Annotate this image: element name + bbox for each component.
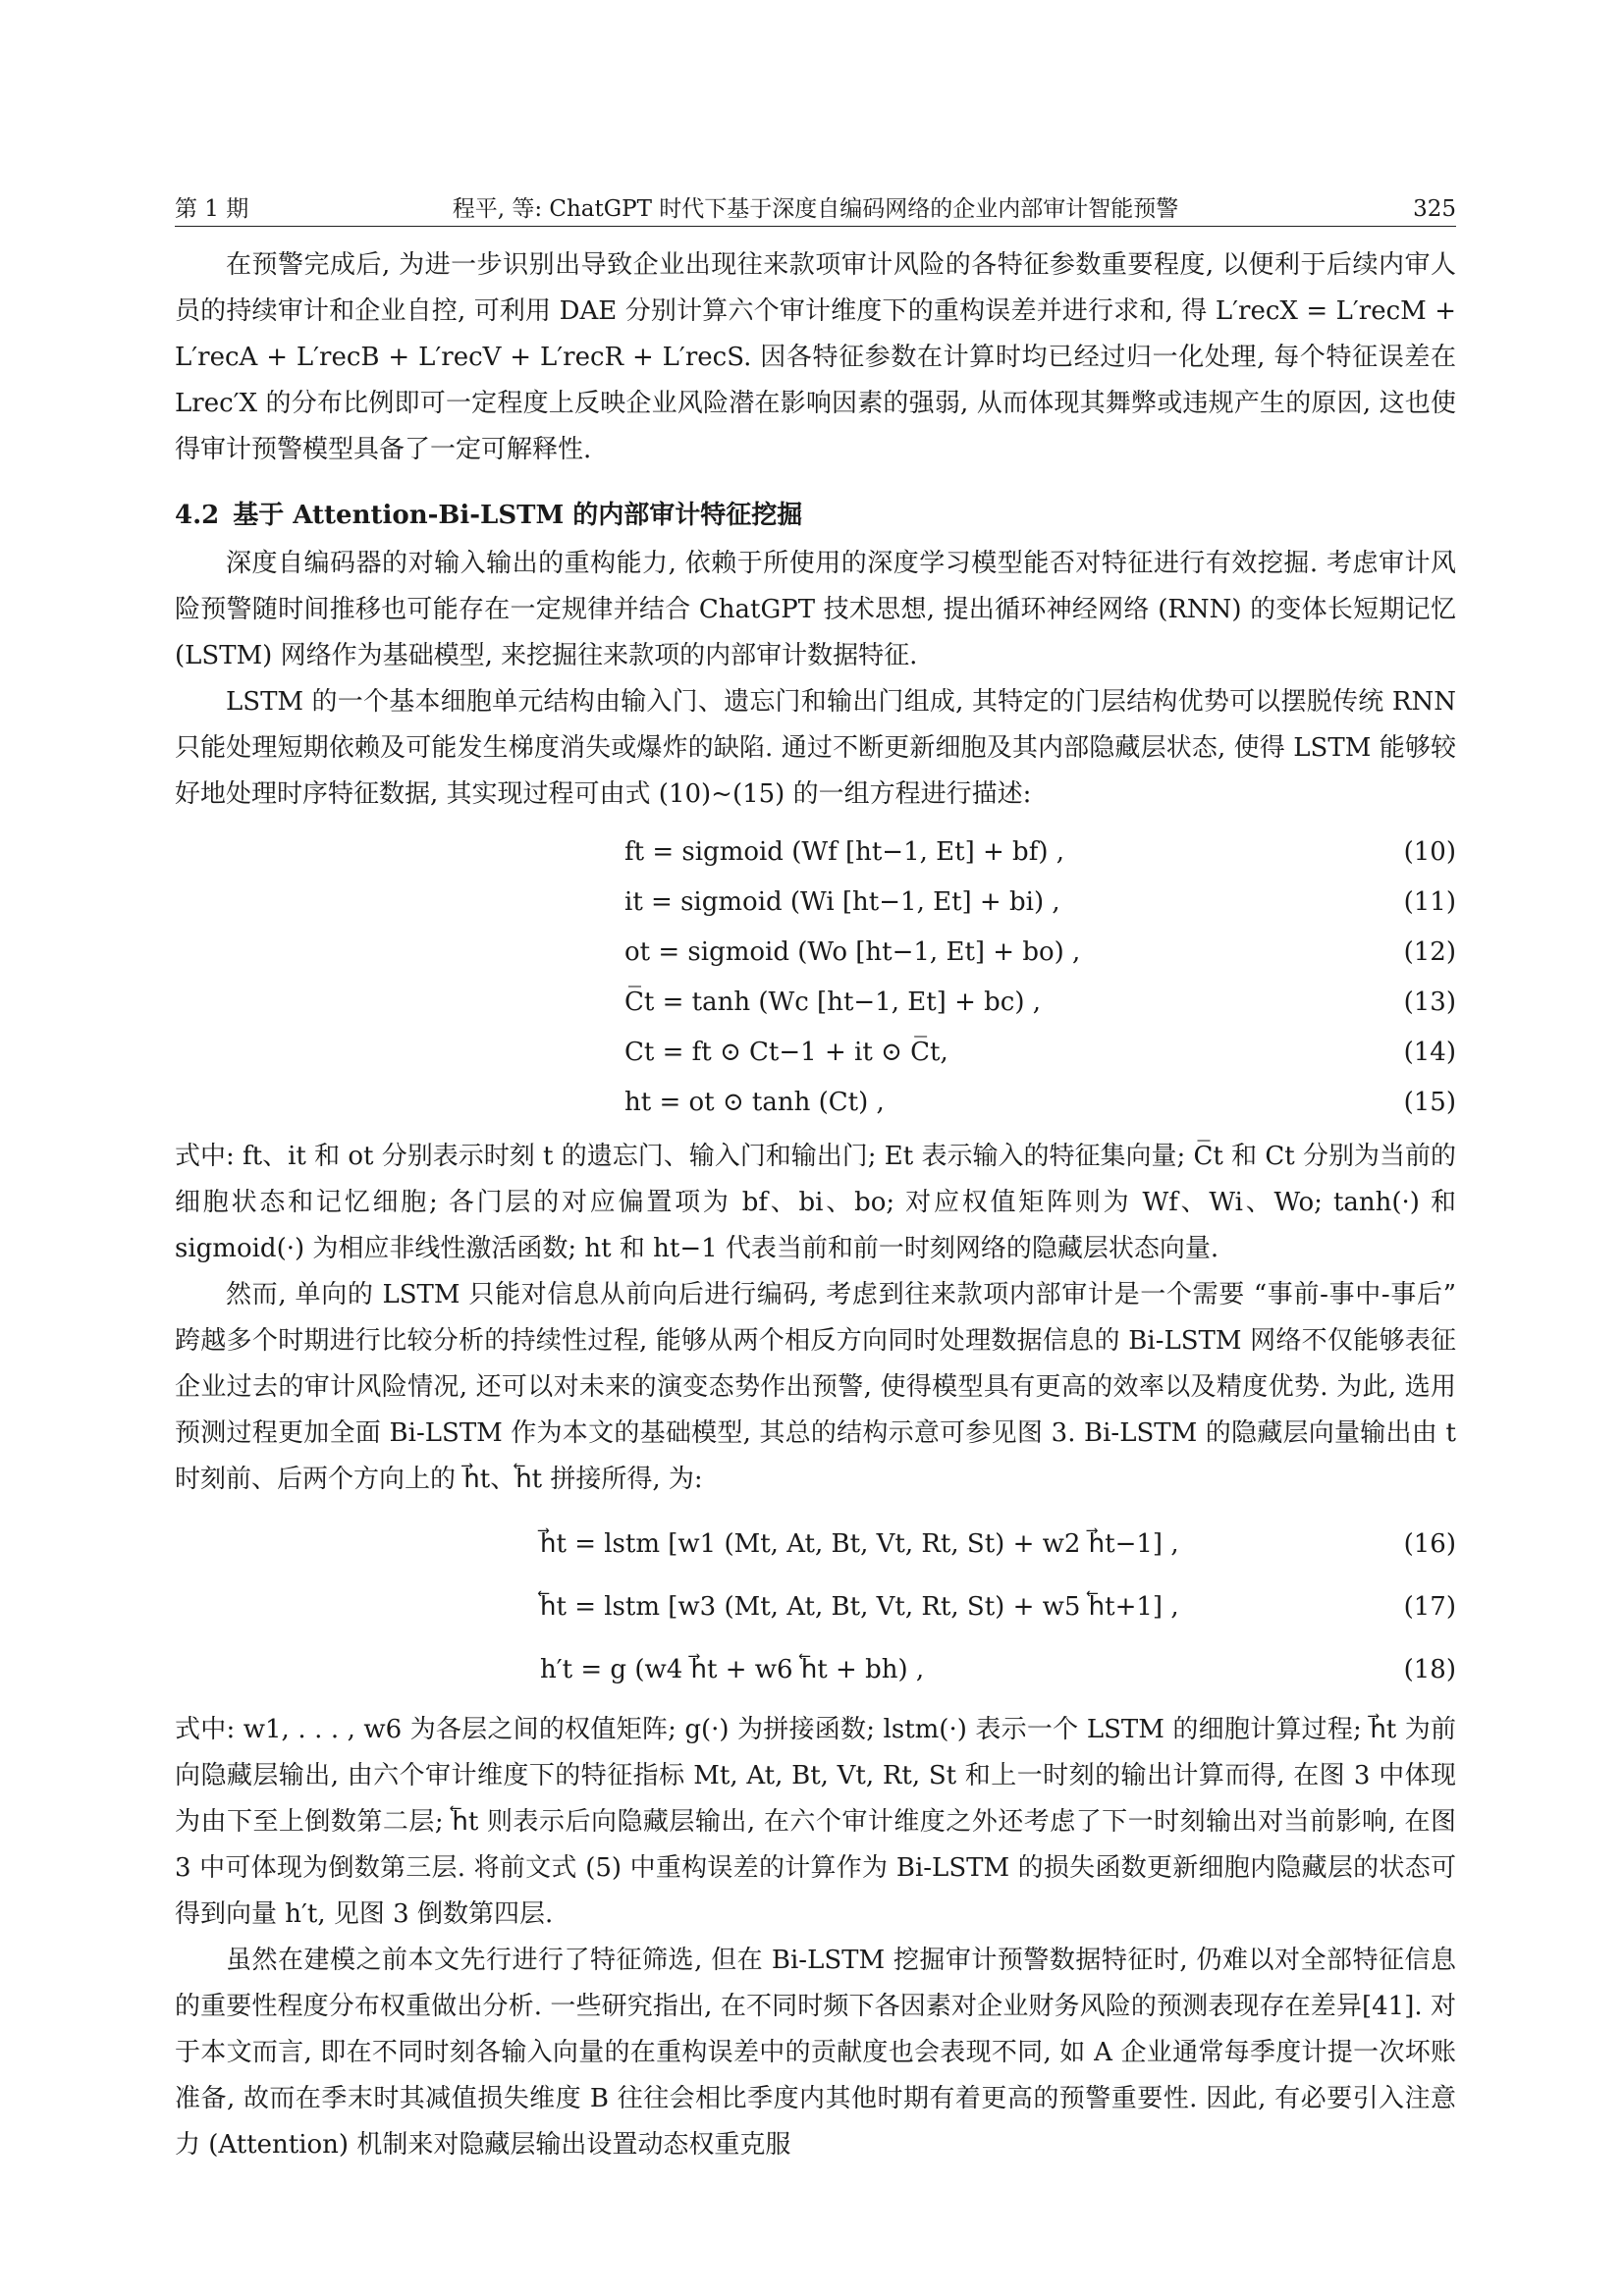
equation: Ct = ft ⊙ Ct−1 + it ⊙ C̅t, (624, 1038, 948, 1067)
equation-row (175, 1575, 1456, 1638)
paragraph-dae-reconstruction: 深度自编码器的对输入输出的重构能力, 依赖于所使用的深度学习模型能否对特征进行有效挖掘. 考虑审计风险预警随时间推移也可能存在一定规律并结合 ChatGPT 技术思想, 提出循环神经网络 (RNN) 的变体长短期记忆 (LSTM) 网络作为基础模型, 来挖掘往来款项的内部审计数据特征. (175, 549, 1456, 670)
paragraph-bilstm-symbols: 式中: w1, . . . , w6 为各层之间的权值矩阵; g(·) 为拼接函数; lstm(·) 表示一个 LSTM 的细胞计算过程; h⃗t 为前向隐藏层输出, 由六个审计维度下的特征指标 Mt, At, Bt, Vt, Rt, St 和上一时刻的输出计算而得, 在图 3 中体现为由下至上倒数第二层; h⃖t 则表示后向隐藏层输出, 在六个审计维度之外还考虑了下一时刻输出对当前影响, 在图 3 中可体现为倒数第三层. 将前文式 (5) 中重构误差的计算作为 Bi-LSTM 的损失函数更新细胞内隐藏层的状态可得到向量 h′t, 见图 3 倒数第四层. (175, 1715, 1456, 1929)
equation: ht = ot ⊙ tanh (Ct) , (624, 1088, 885, 1117)
equation-row (175, 928, 1456, 978)
equation: h′t = g (w4 h⃗t + w6 h⃖t + bh) , (540, 1655, 925, 1684)
equation-row (175, 1028, 1456, 1078)
equation-row (175, 978, 1456, 1028)
equation-row (175, 878, 1456, 928)
equation-number: (15) (1403, 1088, 1456, 1117)
lstm-equations (175, 828, 1456, 1128)
paragraph-attention-motivation: 虽然在建模之前本文先行进行了特征筛选, 但在 Bi-LSTM 挖掘审计预警数据特征时, 仍难以对全部特征信息的重要性程度分布权重做出分析. 一些研究指出, 在不同时频下各因素对企业财务风险的预测表现存在差异[41]. 对于本文而言, 即在不同时刻各输入向量的在重构误差中的贡献度也会表现不同, 如 A 企业通常每季度计提一次坏账准备, 故而在季末时其减值损失维度 B 往往会相比季度内其他时期有着更高的预警重要性. 因此, 有必要引入注意力 (Attention) 机制来对隐藏层输出设置动态权重克服 (175, 1946, 1456, 2160)
equation-number: (14) (1403, 1038, 1456, 1067)
equation-row (175, 1078, 1456, 1128)
equation: it = sigmoid (Wi [ht−1, Et] + bi) , (624, 887, 1060, 917)
bilstm-equations (175, 1513, 1456, 1701)
equation: h⃗t = lstm [w1 (Mt, At, Bt, Vt, Rt, St) + w2 h⃗t−1] , (540, 1529, 1179, 1559)
issue-number: 第 1 期 (175, 196, 249, 222)
equation: ft = sigmoid (Wf [ht−1, Et] + bf) , (624, 837, 1064, 867)
equation: ot = sigmoid (Wo [ht−1, Et] + bo) , (624, 937, 1081, 967)
running-title: 程平, 等: ChatGPT 时代下基于深度自编码网络的企业内部审计智能预警 (452, 196, 1179, 222)
equation: C̅t = tanh (Wc [ht−1, Et] + bc) , (624, 988, 1042, 1017)
equation-number: (18) (1403, 1655, 1456, 1684)
equation-row (175, 1513, 1456, 1575)
equation-number: (11) (1403, 887, 1456, 917)
equation-number: (17) (1403, 1592, 1456, 1622)
section-heading (175, 493, 1456, 539)
paragraph-bilstm-intro: 然而, 单向的 LSTM 只能对信息从前向后进行编码, 考虑到往来款项内部审计是一个需要 “事前-事中-事后” 跨越多个时期进行比较分析的持续性过程, 能够从两个相反方向同时处理数据信息的 Bi-LSTM 网络不仅能够表征企业过去的审计风险情况, 还可以对未来的演变态势作出预警, 使得模型具有更高的效率以及精度优势. 为此, 选用预测过程更加全面 Bi-LSTM 作为本文的基础模型, 其总的结构示意可参见图 3. Bi-LSTM 的隐藏层向量输出由 t 时刻前、后两个方向上的 h⃗t、h⃖t 拼接所得, 为: (175, 1280, 1456, 1494)
equation-number: (10) (1403, 837, 1456, 867)
equation-number: (12) (1403, 937, 1456, 967)
paragraph-lstm-cell: LSTM 的一个基本细胞单元结构由输入门、遗忘门和输出门组成, 其特定的门层结构优势可以摆脱传统 RNN 只能处理短期依赖及可能发生梯度消失或爆炸的缺陷. 通过不断更新细胞及其内部隐藏层状态, 使得 LSTM 能够较好地处理时序特征数据, 其实现过程可由式 (10)~(15) 的一组方程进行描述: (175, 687, 1456, 809)
page-number: 325 (1413, 196, 1456, 222)
paper-page (175, 192, 1456, 2168)
paragraph-error-decomposition: 在预警完成后, 为进一步识别出导致企业出现往来款项审计风险的各特征参数重要程度, 以便利于后续内审人员的持续审计和企业自控, 可利用 DAE 分别计算六个审计维度下的重构误差并进行求和, 得 L′recX = L′recM + L′recA + L′recB + L′recV + L′recR + L′recS. 因各特征参数在计算时均已经过归一化处理, 每个特征误差在 Lrec′X 的分布比例即可一定程度上反映企业风险潜在影响因素的强弱, 从而体现其舞弊或违规产生的原因, 这也使得审计预警模型具备了一定可解释性. (175, 250, 1456, 464)
paragraph-lstm-symbols: 式中: ft、it 和 ot 分别表示时刻 t 的遗忘门、输入门和输出门; Et 表示输入的特征集向量; C̅t 和 Ct 分别为当前的细胞状态和记忆细胞; 各门层的对应偏置项为 bf、bi、bo; 对应权值矩阵则为 Wf、Wi、Wo; tanh(·) 和 sigmoid(·) 为相应非线性激活函数; ht 和 ht−1 代表当前和前一时刻网络的隐藏层状态向量. (175, 1142, 1456, 1263)
equation-number: (13) (1403, 988, 1456, 1017)
section-title: 基于 Attention-Bi-LSTM 的内部审计特征挖掘 (233, 501, 803, 530)
section-number: 4.2 (175, 501, 220, 530)
running-header (175, 192, 1456, 227)
equation-row (175, 1638, 1456, 1701)
equation-row (175, 828, 1456, 878)
equation-number: (16) (1403, 1529, 1456, 1559)
equation: h⃖t = lstm [w3 (Mt, At, Bt, Vt, Rt, St) + w5 h⃖t+1] , (540, 1592, 1179, 1622)
